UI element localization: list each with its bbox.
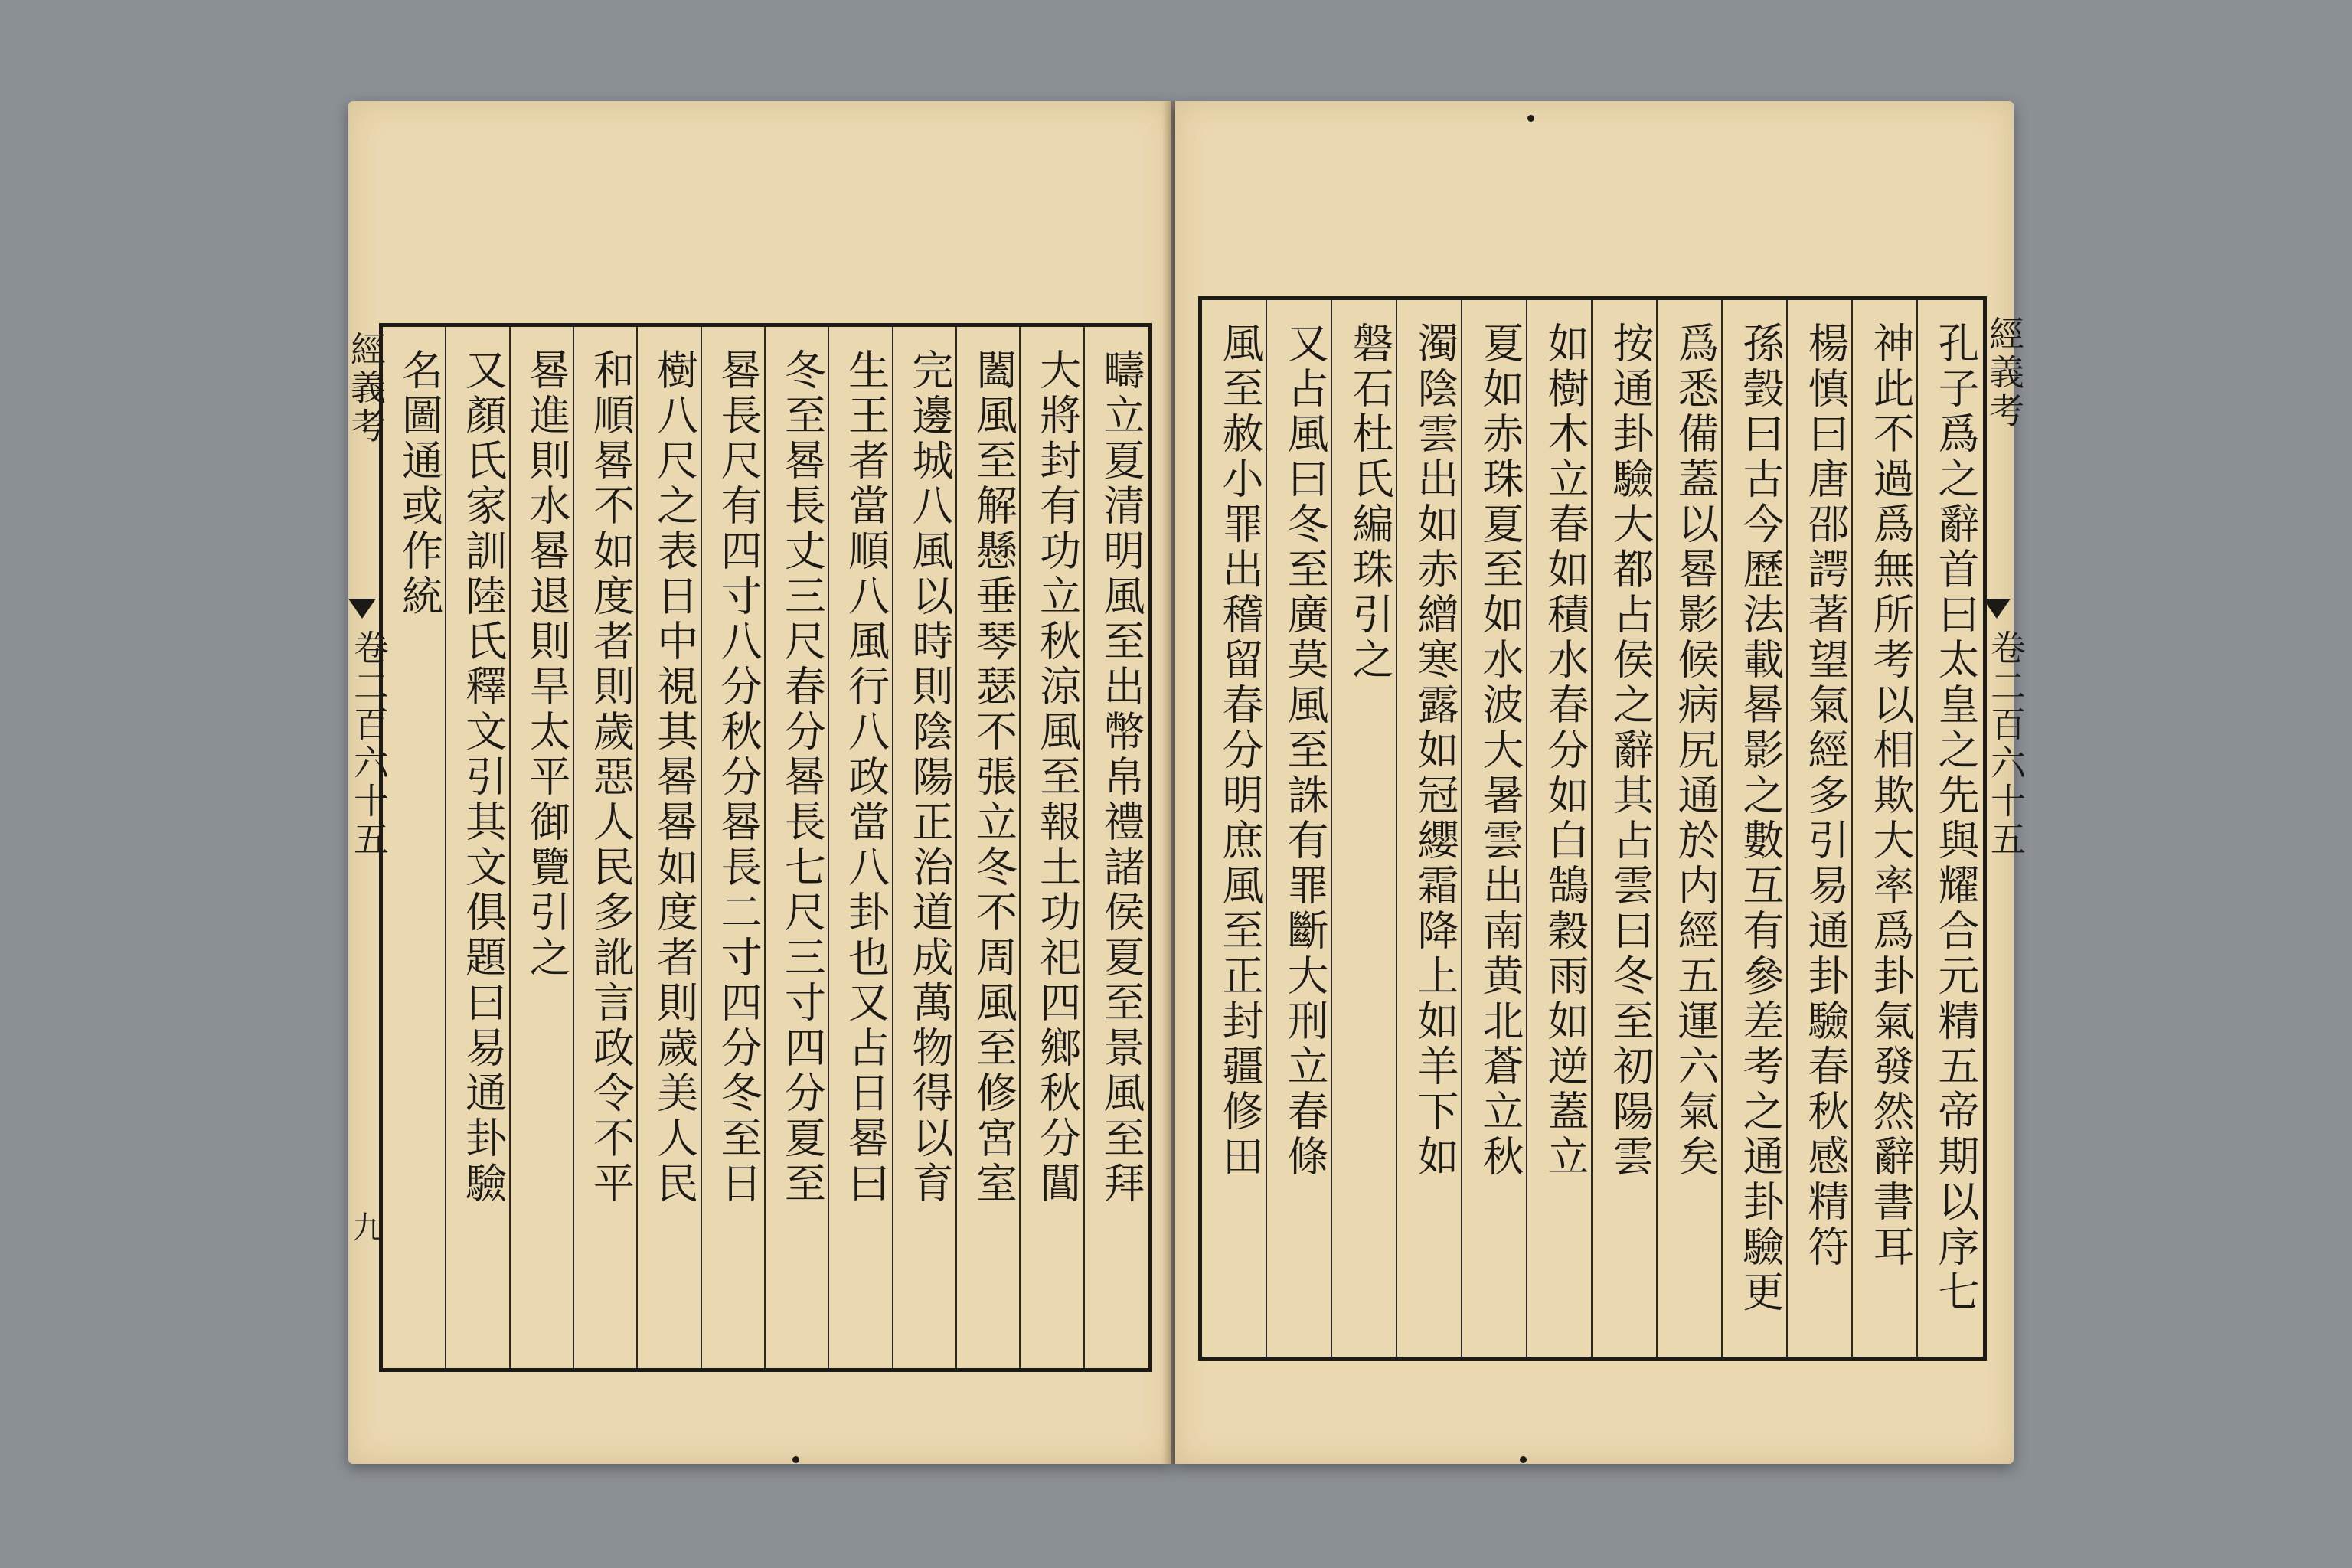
left-banxin-volume: 卷二百六十五 (348, 629, 390, 859)
text-column: 孫瑴曰古今歷法載晷影之數互有參差考之通卦驗更 (1736, 322, 1785, 1315)
column-rule (1591, 300, 1592, 1357)
binding-dot (1520, 1456, 1527, 1463)
text-column: 爲悉備蓋以晷影候病尻通於内經五運六氣矣 (1671, 322, 1720, 1180)
column-rule (1526, 300, 1527, 1357)
column-rule (1331, 300, 1332, 1357)
column-rule (509, 327, 511, 1368)
binding-dot (1527, 115, 1534, 122)
column-rule (1396, 300, 1397, 1357)
text-column: 生王者當順八風行八政當八卦也又占日晷曰 (841, 348, 890, 1207)
column-rule (1019, 327, 1021, 1368)
text-column: 冬至晷長丈三尺春分晷長七尺三寸四分夏至 (778, 348, 827, 1207)
text-column: 樹八尺之表日中視其晷晷如度者則歲美人民 (650, 348, 699, 1207)
text-column: 又顏氏家訓陸氏釋文引其文俱題曰易通卦驗 (459, 348, 508, 1207)
column-rule (1461, 300, 1462, 1357)
text-column: 楊慎曰唐邵諤著望氣經多引易通卦驗春秋感精符 (1802, 322, 1850, 1270)
open-book (337, 92, 2027, 1478)
column-rule (892, 327, 893, 1368)
text-column: 晷長尺有四寸八分秋分晷長二寸四分冬至日 (714, 348, 763, 1207)
text-column: 又占風曰冬至廣莫風至誅有罪斷大刑立春條 (1281, 322, 1329, 1180)
right-page (1175, 101, 2027, 1464)
column-rule (1721, 300, 1723, 1357)
left-banxin-title: 經義考 (345, 331, 387, 446)
column-rule (445, 327, 446, 1368)
text-column: 夏如赤珠夏至如水波大暑雲出南黄北蒼立秋 (1476, 322, 1524, 1180)
text-column: 和順晷不如度者則歲惡人民多訛言政令不平 (586, 348, 635, 1207)
column-rule (1266, 300, 1267, 1357)
text-column: 濁陰雲出如赤繒寒露如冠纓霜降上如羊下如 (1411, 322, 1459, 1180)
column-rule (1083, 327, 1085, 1368)
right-text-frame (1198, 296, 1987, 1361)
text-column: 如樹木立春如積水春分如白鵠穀雨如逆蓋立 (1541, 322, 1589, 1180)
column-rule (636, 327, 638, 1368)
text-column: 磐石杜氏編珠引之 (1346, 322, 1394, 683)
column-rule (828, 327, 829, 1368)
column-rule (701, 327, 702, 1368)
column-rule (956, 327, 957, 1368)
left-text-frame (379, 323, 1152, 1372)
column-rule (1786, 300, 1788, 1357)
right-banxin-volume: 卷二百六十五 (1985, 629, 2027, 859)
text-column: 完邊城八風以時則陰陽正治道成萬物得以育 (906, 348, 954, 1207)
column-rule (573, 327, 574, 1368)
column-rule (1656, 300, 1658, 1357)
column-rule (1851, 300, 1853, 1357)
left-banxin-page: 九 (348, 1211, 383, 1245)
column-rule (1916, 300, 1918, 1357)
text-column: 孔子爲之辭首曰太皇之先與耀合元精五帝期以序七 (1932, 322, 1980, 1315)
fish-tail-mark (348, 599, 376, 619)
text-column: 疇立夏清明風至出幣帛禮諸侯夏至景風至拜 (1097, 348, 1145, 1207)
binding-dot (792, 1456, 799, 1463)
text-column: 按通卦驗大都占侯之辭其占雲曰冬至初陽雲 (1606, 322, 1655, 1180)
text-column: 風至赦小罪出稽留春分明庶風至正封疆修田 (1216, 322, 1264, 1180)
text-column: 名圖通或作統 (395, 348, 444, 619)
right-banxin-title: 經義考 (1984, 315, 2025, 430)
fish-tail-mark (1983, 599, 2011, 619)
left-page (345, 101, 1171, 1464)
text-column: 闔風至解懸垂琴瑟不張立冬不周風至修宮室 (969, 348, 1018, 1207)
column-rule (764, 327, 766, 1368)
text-column: 神此不過爲無所考以相欺大率爲卦氣發然辭書耳 (1867, 322, 1915, 1270)
text-column: 晷進則水晷退則旱太平御覽引之 (523, 348, 571, 981)
text-column: 大將封有功立秋涼風至報土功祀四鄉秋分閶 (1033, 348, 1082, 1207)
